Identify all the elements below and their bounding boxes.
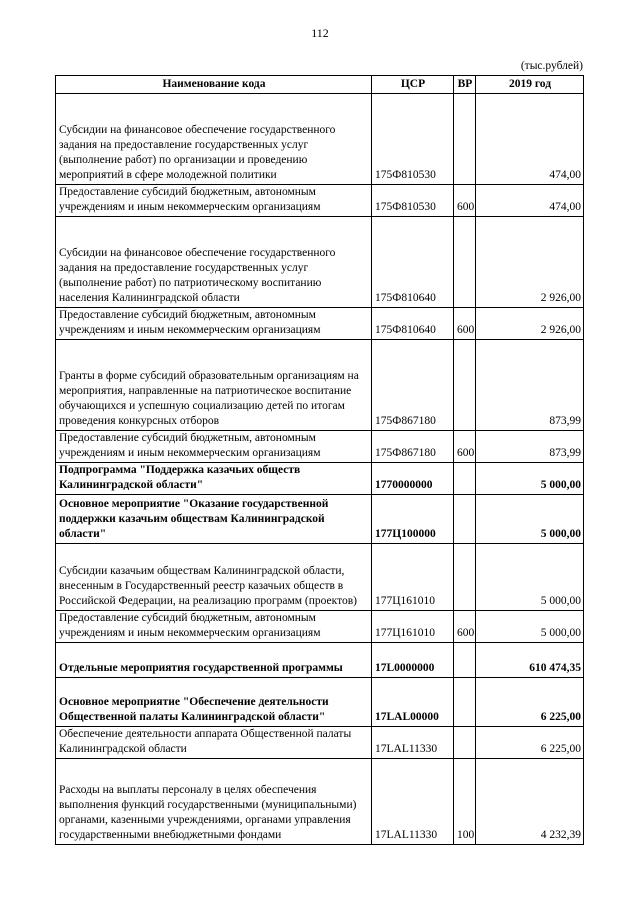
row-name: Предоставление субсидий бюджетным, автономным учреждениям и иным некоммерческим организациям	[56, 611, 372, 643]
units-label: (тыс.рублей)	[520, 60, 583, 72]
table-row	[56, 431, 584, 463]
page-number: 112	[311, 26, 329, 40]
row-vr: 600	[454, 611, 476, 643]
row-amount: 5 000,00	[476, 544, 584, 611]
header-code: ЦСР	[372, 76, 454, 94]
row-code: 17L0000000	[372, 643, 454, 678]
row-vr	[454, 463, 476, 495]
row-amount: 873,99	[476, 340, 584, 431]
row-vr	[454, 544, 476, 611]
header-vr: ВР	[454, 76, 476, 94]
row-name: Основное мероприятие "Оказание государственной поддержки казачьим обществам Калининградской области"	[56, 495, 372, 544]
row-amount: 474,00	[476, 94, 584, 185]
row-code: 1770000000	[372, 463, 454, 495]
row-code: 177Ц100000	[372, 495, 454, 544]
table-row	[56, 463, 584, 495]
row-amount: 2 926,00	[476, 308, 584, 340]
row-name: Основное мероприятие "Обеспечение деятельности Общественной палаты Калининградской области"	[56, 678, 372, 727]
row-name: Предоставление субсидий бюджетным, автономным учреждениям и иным некоммерческим организациям	[56, 431, 372, 463]
row-vr: 600	[454, 308, 476, 340]
table-row	[56, 678, 584, 727]
budget-table	[55, 75, 584, 845]
row-name: Гранты в форме субсидий образовательным организациям на мероприятия, направленные на патриотическое воспитание обучающихся и успешную социализацию детей по итогам проведения конкурсных отборов	[56, 340, 372, 431]
row-code: 175Ф810530	[372, 185, 454, 217]
row-vr	[454, 94, 476, 185]
row-amount: 5 000,00	[476, 611, 584, 643]
row-amount: 2 926,00	[476, 217, 584, 308]
row-vr	[454, 495, 476, 544]
row-code: 17LAL11330	[372, 759, 454, 845]
row-amount: 4 232,39	[476, 759, 584, 845]
row-name: Предоставление субсидий бюджетным, автономным учреждениям и иным некоммерческим организациям	[56, 185, 372, 217]
row-code: 177Ц161010	[372, 611, 454, 643]
row-code: 175Ф867180	[372, 340, 454, 431]
row-name: Субсидии на финансовое обеспечение государственного задания на предоставление государственных услуг (выполнение работ) по патриотическому воспитанию населения Калининградской области	[56, 217, 372, 308]
row-code: 17LAL11330	[372, 727, 454, 759]
row-code: 177Ц161010	[372, 544, 454, 611]
table-row	[56, 495, 584, 544]
row-code: 175Ф867180	[372, 431, 454, 463]
row-code: 17LAL00000	[372, 678, 454, 727]
row-amount: 873,99	[476, 431, 584, 463]
row-vr	[454, 217, 476, 308]
table-row	[56, 340, 584, 431]
row-vr	[454, 340, 476, 431]
row-name: Обеспечение деятельности аппарата Общественной палаты Калининградской области	[56, 727, 372, 759]
row-code: 175Ф810640	[372, 308, 454, 340]
row-name: Субсидии казачьим обществам Калининградской области, внесенным в Государственный реестр казачьих обществ в Российской Федерации, на реализацию программ (проектов)	[56, 544, 372, 611]
row-amount: 610 474,35	[476, 643, 584, 678]
table-row	[56, 643, 584, 678]
table-header-row	[56, 76, 584, 94]
row-name: Субсидии на финансовое обеспечение государственного задания на предоставление государственных услуг (выполнение работ) по организации и проведению мероприятий в сфере молодежной политики	[56, 94, 372, 185]
row-name: Отдельные мероприятия государственной программы	[56, 643, 372, 678]
row-vr: 600	[454, 431, 476, 463]
table-row	[56, 727, 584, 759]
table-row	[56, 94, 584, 185]
row-code: 175Ф810640	[372, 217, 454, 308]
row-amount: 5 000,00	[476, 495, 584, 544]
row-vr: 100	[454, 759, 476, 845]
row-name: Расходы на выплаты персоналу в целях обеспечения выполнения функций государственными (муниципальными) органами, казенными учреждениями, органами управления государственными внебюджетными фондами	[56, 759, 372, 845]
row-vr: 600	[454, 185, 476, 217]
table-row	[56, 759, 584, 845]
table-row	[56, 308, 584, 340]
row-vr	[454, 678, 476, 727]
table-row	[56, 611, 584, 643]
header-year: 2019 год	[476, 76, 584, 94]
row-name: Подпрограмма "Поддержка казачьих обществ Калининградской области"	[56, 463, 372, 495]
header-name: Наименование кода	[56, 76, 372, 94]
row-amount: 5 000,00	[476, 463, 584, 495]
row-code: 175Ф810530	[372, 94, 454, 185]
table-row	[56, 544, 584, 611]
row-amount: 474,00	[476, 185, 584, 217]
row-amount: 6 225,00	[476, 678, 584, 727]
table-row	[56, 217, 584, 308]
row-name: Предоставление субсидий бюджетным, автономным учреждениям и иным некоммерческим организациям	[56, 308, 372, 340]
table-row	[56, 185, 584, 217]
row-vr	[454, 727, 476, 759]
row-amount: 6 225,00	[476, 727, 584, 759]
row-vr	[454, 643, 476, 678]
